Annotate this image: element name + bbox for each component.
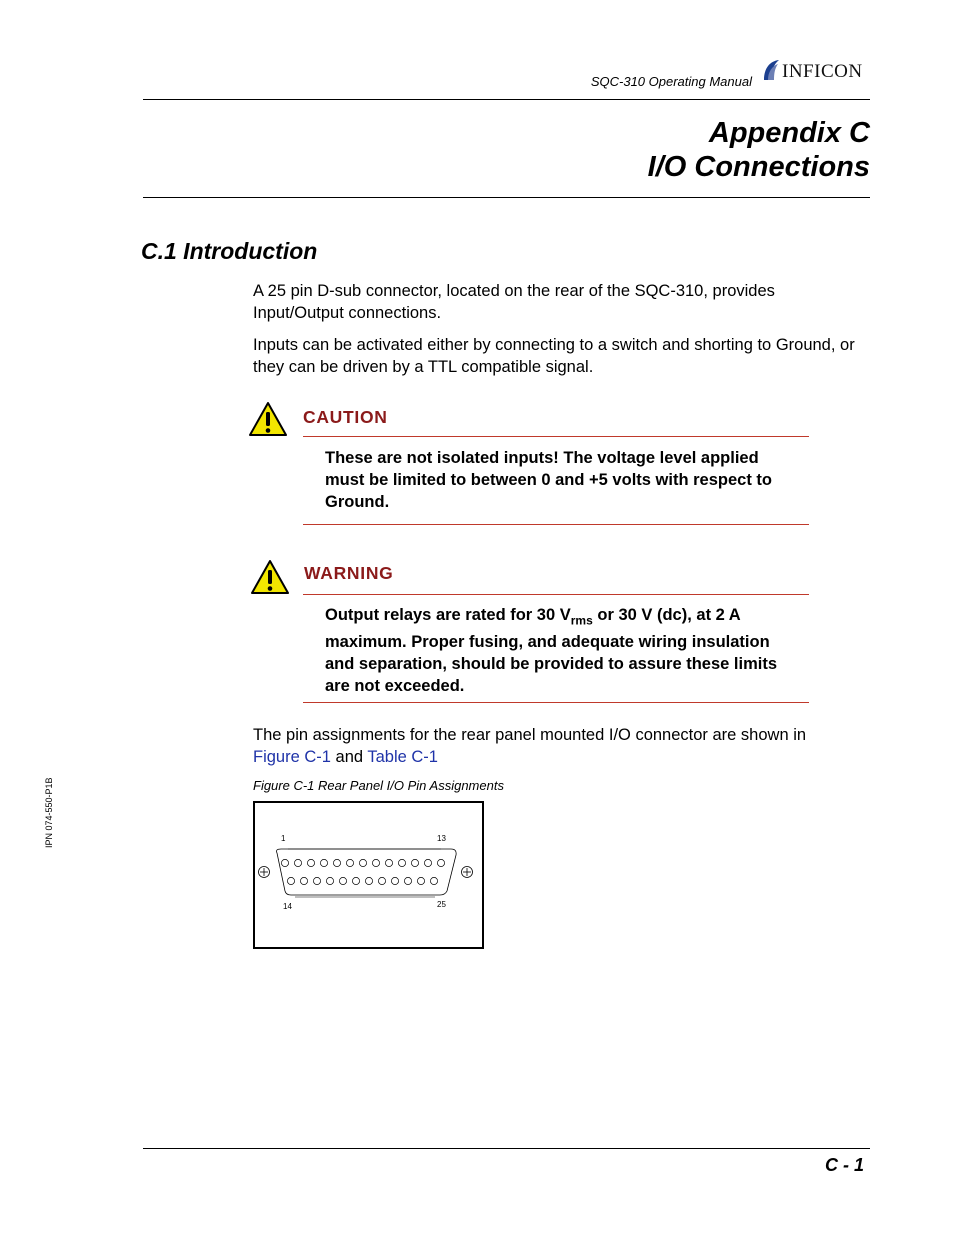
pin-label-13: 13 <box>437 834 446 843</box>
appendix-subtitle: I/O Connections <box>647 151 870 183</box>
connector-shell <box>277 849 457 895</box>
caution-label: CAUTION <box>303 407 388 427</box>
inficon-logo-mark-icon <box>760 58 782 84</box>
header-rule <box>143 99 870 100</box>
pin-label-14: 14 <box>283 902 292 911</box>
table-c1-link[interactable]: Table C-1 <box>367 748 438 766</box>
caution-top-rule <box>303 436 809 437</box>
warning-icon <box>250 559 290 595</box>
pin-paragraph-text: The pin assignments for the rear panel mounted I/O connector are shown in <box>253 726 807 744</box>
ipn-side-label: IPN 074-550-P1B <box>44 777 54 848</box>
caution-bottom-rule <box>303 524 809 525</box>
figure-caption: Figure C-1 Rear Panel I/O Pin Assignments <box>253 778 504 793</box>
figure-c1-link[interactable]: Figure C-1 <box>253 748 331 766</box>
figure-c1-box <box>253 801 484 949</box>
warning-text-subscript: rms <box>570 613 593 628</box>
pin-row-top <box>281 859 444 866</box>
mount-screw-left <box>259 867 270 878</box>
warning-label: WARNING <box>304 563 394 583</box>
warning-bottom-rule <box>303 702 809 703</box>
warning-text-end: or 30 V (dc), at 2 A maximum. Proper fusing, and adequate wiring insulation and separation, should be provided to assure these limits are not exceeded. <box>325 606 778 696</box>
appendix-title: Appendix C <box>708 117 870 149</box>
manual-title: SQC-310 Operating Manual <box>590 74 752 89</box>
intro-paragraph-1: A 25 pin D-sub connector, located on the rear of the SQC-310, provides Input/Output connections. <box>253 282 775 322</box>
pin-paragraph-and: and <box>330 748 368 766</box>
pin-label-25: 25 <box>437 900 446 909</box>
pin-assignment-paragraph <box>253 724 818 768</box>
mount-screw-right <box>462 867 473 878</box>
pin-row-bottom <box>287 877 437 884</box>
pin-label-1: 1 <box>281 834 286 843</box>
page-number: C - 1 <box>824 1155 864 1175</box>
dsub-connector-diagram <box>255 803 482 947</box>
caution-text: These are not isolated inputs! The voltage level applied must be limited to between 0 and +5 volts with respect to Ground. <box>325 449 772 511</box>
section-title: C.1 Introduction <box>141 238 318 264</box>
warning-text <box>325 604 795 697</box>
title-rule <box>143 197 870 198</box>
warning-text-start: Output relays are rated for 30 V <box>325 606 571 624</box>
inficon-logo <box>760 58 874 84</box>
warning-top-rule <box>303 594 809 595</box>
intro-paragraph-2: Inputs can be activated either by connecting to a switch and shorting to Ground, or they can be driven by a TTL compatible signal. <box>253 336 855 376</box>
caution-icon <box>248 401 288 437</box>
footer-rule <box>143 1148 870 1149</box>
logo-wordmark: INFICON <box>782 61 863 82</box>
